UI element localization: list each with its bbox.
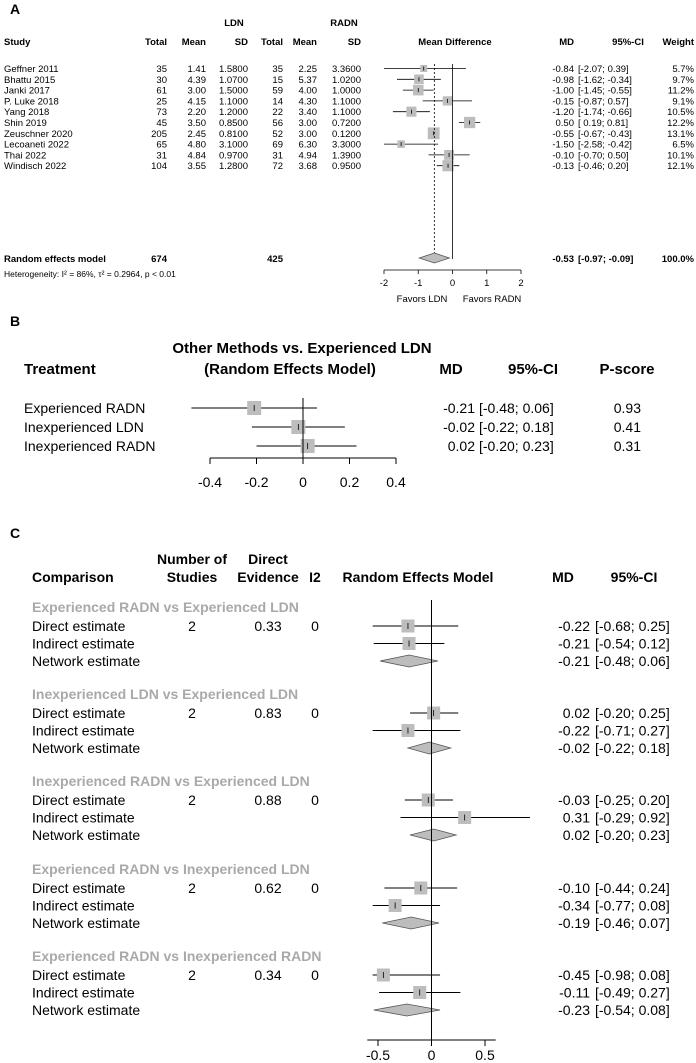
comparison-group — [32, 773, 670, 843]
ldn-mean: 1.41 — [187, 64, 206, 75]
panel-b-subtitle: (Random Effects Model) — [204, 361, 376, 378]
estimate-row — [32, 915, 670, 931]
estimate-md: -0.21 — [558, 653, 590, 669]
radn-mean: 3.00 — [298, 118, 317, 129]
radn-sd: 0.7200 — [331, 118, 361, 129]
radn-sd: 1.1000 — [331, 107, 361, 119]
estimate-ci: [-0.22; 0.18] — [595, 740, 670, 756]
number-of-studies: 2 — [188, 705, 196, 721]
study-row — [4, 64, 695, 75]
estimate-md: -0.02 — [558, 740, 590, 756]
comparison-title: Experienced RADN vs Experienced LDN — [32, 599, 299, 615]
radn-total: 15 — [272, 74, 283, 86]
estimate-ci: [-0.20; 0.25] — [595, 705, 670, 721]
panel-a-ci-header: 95%-CI — [612, 37, 644, 48]
estimate-row — [32, 898, 670, 914]
radn-total: 72 — [272, 161, 283, 173]
b-x-tick-label: 0 — [299, 474, 307, 490]
study-name: P. Luke 2018 — [4, 96, 59, 108]
study-md: -1.50 — [552, 139, 574, 151]
estimate-label: Direct estimate — [32, 792, 126, 808]
network-diamond — [408, 742, 451, 754]
ldn-sd: 1.0700 — [218, 74, 248, 86]
estimate-ci: [-0.44; 0.24] — [595, 880, 670, 896]
study-weight: 5.7% — [672, 64, 694, 75]
estimate-md: -0.34 — [558, 897, 590, 914]
i2-value: 0 — [311, 792, 319, 808]
study-ci: [-2.07; 0.39] — [578, 64, 629, 75]
panel-c-nstudies-header-1: Number of — [157, 551, 227, 567]
panel-b-ci-header: 95%-CI — [507, 361, 559, 378]
study-md: -0.15 — [552, 96, 574, 108]
study-name: Zeuschner 2020 — [4, 128, 73, 140]
estimate-ci: [-0.49; 0.27] — [595, 984, 670, 1001]
radn-total: 59 — [272, 85, 283, 97]
treatment-pscore: 0.31 — [613, 438, 641, 454]
ldn-sd: 3.1000 — [218, 139, 248, 151]
estimate-label: Indirect estimate — [32, 897, 135, 914]
study-weight: 10.5% — [667, 107, 694, 119]
study-name: Janki 2017 — [4, 85, 50, 97]
study-row — [4, 117, 695, 129]
panel-c-plot-header: Random Effects Model — [342, 569, 494, 585]
panel-c-direct-header-1: Direct — [248, 551, 288, 567]
study-row — [4, 150, 695, 161]
study-md: -0.10 — [552, 150, 574, 162]
x-tick-label: 2 — [518, 278, 524, 289]
panel-a-sd1-header: SD — [234, 37, 248, 48]
radn-sd: 0.9500 — [331, 161, 361, 173]
estimate-row — [32, 827, 670, 843]
i2-value: 0 — [311, 880, 319, 896]
pooled-label: Random effects model — [4, 254, 106, 265]
direct-evidence: 0.88 — [254, 792, 282, 808]
radn-sd: 1.0200 — [331, 74, 361, 86]
treatment-name: Inexperienced RADN — [24, 438, 156, 454]
pooled-ci: [-0.97; -0.09] — [578, 254, 634, 265]
ldn-mean: 4.15 — [187, 96, 206, 108]
radn-sd: 3.3600 — [331, 64, 361, 75]
estimate-md: 0.02 — [562, 827, 590, 843]
study-ci: [-1.45; -0.55] — [578, 85, 632, 97]
radn-mean: 2.25 — [298, 64, 317, 75]
radn-total: 31 — [272, 150, 283, 162]
study-ci: [-0.70; 0.50] — [578, 150, 629, 162]
panel-a-letter: A — [10, 1, 21, 17]
treatment-md: -0.02 — [443, 419, 475, 435]
estimate-ci: [-0.98; 0.08] — [595, 967, 670, 983]
number-of-studies: 2 — [188, 618, 196, 634]
estimate-label: Network estimate — [32, 827, 141, 843]
study-weight: 10.1% — [667, 150, 694, 162]
estimate-md: -0.22 — [558, 722, 590, 739]
estimate-md: -0.11 — [559, 984, 590, 1001]
estimate-label: Network estimate — [32, 740, 141, 756]
panel-c-i2-header: I2 — [309, 569, 321, 585]
estimate-label: Direct estimate — [32, 705, 126, 721]
panel-a-mean1-header: Mean — [181, 37, 206, 48]
treatment-ci: [-0.48; 0.06] — [479, 400, 554, 416]
estimate-md: -0.21 — [558, 635, 590, 652]
estimate-row — [32, 653, 670, 669]
study-name: Windisch 2022 — [4, 161, 67, 173]
estimate-row — [32, 723, 670, 739]
radn-mean: 4.94 — [298, 150, 317, 162]
estimate-ci: [-0.71; 0.27] — [595, 722, 670, 739]
direct-evidence: 0.33 — [254, 618, 282, 634]
panel-c-direct-header-2: Evidence — [237, 569, 299, 585]
study-md: -0.13 — [552, 161, 574, 173]
direct-evidence: 0.62 — [254, 880, 282, 896]
ldn-total: 25 — [156, 96, 167, 108]
study-row — [4, 85, 695, 97]
heterogeneity-text: Heterogeneity: I² = 86%, τ² = 0.2964, p < 0.01 — [4, 269, 176, 279]
study-md: 0.50 — [555, 118, 574, 129]
x-tick-label: 0 — [449, 278, 456, 289]
study-ci: [-0.46; 0.20] — [578, 161, 629, 173]
estimate-row — [32, 636, 670, 652]
radn-mean: 6.30 — [298, 139, 317, 151]
study-md: -1.00 — [552, 85, 574, 97]
estimate-md: -0.03 — [558, 792, 590, 808]
number-of-studies: 2 — [188, 967, 196, 983]
estimate-ci: [-0.20; 0.23] — [595, 827, 670, 843]
estimate-label: Direct estimate — [32, 967, 126, 983]
estimate-label: Network estimate — [32, 1002, 141, 1018]
ldn-total: 35 — [156, 64, 167, 75]
comparison-title: Inexperienced LDN vs Experienced LDN — [32, 686, 299, 702]
study-ci: [-0.67; -0.43] — [578, 128, 632, 140]
study-weight: 13.1% — [667, 128, 694, 140]
ldn-total: 61 — [156, 85, 167, 97]
panel-c-comparison-header: Comparison — [32, 569, 114, 585]
ldn-sd: 1.5800 — [218, 64, 248, 75]
ldn-sd: 1.2000 — [218, 107, 248, 119]
radn-total: 69 — [272, 139, 283, 151]
ldn-total: 30 — [156, 74, 167, 86]
panel-a-sd2-header: SD — [347, 37, 361, 48]
study-ci: [-2.58; -0.42] — [578, 139, 632, 151]
study-row — [4, 140, 695, 151]
estimate-row — [32, 705, 670, 721]
panel-b-md-header: MD — [439, 361, 463, 378]
ldn-sd: 1.1000 — [218, 96, 248, 108]
study-weight: 9.7% — [672, 74, 694, 86]
radn-mean: 4.00 — [298, 85, 317, 97]
c-x-tick-label: -0.5 — [365, 1047, 391, 1063]
treatment-ci: [-0.20; 0.23] — [479, 438, 554, 454]
ldn-total: 45 — [156, 118, 167, 129]
estimate-md: -0.23 — [558, 1002, 590, 1018]
treatment-pscore: 0.93 — [613, 400, 641, 416]
estimate-ci: [-0.29; 0.92] — [595, 809, 670, 826]
ldn-total: 31 — [156, 150, 167, 162]
pooled-weight: 100.0% — [661, 254, 694, 265]
estimate-label: Indirect estimate — [32, 722, 135, 739]
ldn-sd: 1.5000 — [218, 85, 248, 97]
panel-a-ldn-header: LDN — [224, 18, 244, 29]
ldn-total: 104 — [151, 161, 167, 173]
panel-a-total1-header: Total — [145, 37, 167, 48]
c-x-tick-label: 0 — [427, 1047, 436, 1063]
study-row — [4, 127, 695, 139]
direct-evidence: 0.34 — [254, 967, 282, 983]
estimate-row — [32, 618, 670, 634]
estimate-row — [32, 810, 670, 826]
study-row — [4, 96, 695, 107]
treatment-row — [24, 438, 641, 454]
estimate-row — [32, 967, 670, 983]
study-row — [4, 160, 695, 172]
ldn-mean: 3.00 — [187, 85, 206, 97]
panel-b-treatment-header: Treatment — [24, 361, 96, 378]
panel-b-letter: B — [10, 313, 21, 329]
estimate-md: -0.19 — [558, 915, 590, 931]
study-weight: 11.2% — [667, 85, 694, 97]
study-md: -1.20 — [552, 107, 574, 119]
study-ci: [-1.74; -0.66] — [578, 107, 632, 119]
panel-a-total2-header: Total — [261, 37, 283, 48]
x-tick-label: -1 — [414, 278, 423, 289]
estimate-label: Network estimate — [32, 653, 141, 669]
pooled-total2: 425 — [267, 254, 283, 265]
panel-a-study-header: Study — [4, 37, 31, 48]
estimate-md: 0.31 — [562, 809, 590, 826]
panel-b-pscore-header: P-score — [599, 361, 655, 378]
treatment-md: 0.02 — [447, 438, 475, 454]
estimate-md: 0.02 — [562, 705, 590, 721]
study-md: -0.55 — [552, 128, 574, 140]
estimate-label: Network estimate — [32, 915, 141, 931]
x-tick-label: 1 — [484, 278, 490, 289]
pooled-diamond — [419, 253, 449, 263]
study-row — [4, 107, 695, 119]
pooled-total1: 674 — [151, 254, 167, 265]
ldn-sd: 0.8100 — [218, 128, 248, 140]
radn-sd: 1.0000 — [331, 85, 361, 97]
comparison-title: Inexperienced RADN vs Experienced LDN — [32, 773, 310, 789]
network-diamond — [374, 1004, 440, 1016]
treatment-name: Inexperienced LDN — [24, 419, 144, 435]
radn-mean: 3.40 — [298, 107, 317, 119]
radn-sd: 1.3900 — [331, 150, 361, 162]
radn-mean: 3.00 — [298, 128, 317, 140]
panel-c-ci-header: 95%-CI — [610, 569, 658, 585]
ldn-mean: 4.80 — [187, 139, 206, 151]
comparison-group — [32, 861, 670, 931]
x-tick-label: -2 — [379, 278, 389, 289]
comparison-title: Experienced RADN vs Inexperienced RADN — [32, 948, 322, 964]
network-diamond — [410, 829, 456, 841]
ldn-sd: 1.2800 — [218, 161, 248, 173]
study-name: Bhattu 2015 — [4, 74, 56, 86]
panel-a-radn-header: RADN — [330, 18, 358, 29]
study-name: Yang 2018 — [4, 107, 50, 119]
ldn-mean: 4.39 — [187, 74, 206, 86]
i2-value: 0 — [311, 967, 319, 983]
i2-value: 0 — [311, 705, 319, 721]
estimate-label: Indirect estimate — [32, 635, 135, 652]
estimate-label: Direct estimate — [32, 618, 126, 634]
panel-b-title: Other Methods vs. Experienced LDN — [172, 340, 432, 357]
b-x-tick-label: -0.4 — [197, 474, 223, 490]
ldn-mean: 2.20 — [187, 107, 206, 119]
pooled-md: -0.53 — [552, 254, 574, 265]
radn-total: 52 — [272, 128, 283, 140]
ldn-mean: 3.50 — [187, 118, 206, 129]
estimate-ci: [-0.54; 0.08] — [595, 1002, 670, 1018]
favors-radn-label: Favors RADN — [462, 294, 522, 305]
comparison-title: Experienced RADN vs Inexperienced LDN — [32, 861, 310, 877]
estimate-label: Indirect estimate — [32, 809, 135, 826]
b-x-tick-label: -0.2 — [244, 474, 269, 490]
estimate-ci: [-0.25; 0.20] — [595, 792, 670, 808]
treatment-name: Experienced RADN — [24, 400, 146, 416]
radn-total: 35 — [272, 64, 283, 75]
i2-value: 0 — [311, 618, 319, 634]
study-name: Lecoaneti 2022 — [4, 139, 69, 151]
radn-sd: 3.3000 — [331, 139, 361, 151]
estimate-label: Direct estimate — [32, 880, 126, 896]
b-x-tick-label: 0.2 — [339, 474, 360, 490]
ldn-total: 65 — [156, 139, 167, 151]
study-ci: [ 0.19; 0.81] — [578, 118, 629, 129]
study-weight: 12.2% — [667, 118, 694, 129]
panel-a-md-header: MD — [559, 37, 574, 48]
number-of-studies: 2 — [188, 792, 196, 808]
ldn-total: 73 — [156, 107, 167, 119]
favors-ldn-label: Favors LDN — [396, 294, 448, 305]
radn-mean: 5.37 — [298, 74, 317, 86]
panel-a-plot-header: Mean Difference — [418, 37, 492, 48]
study-name: Shin 2019 — [4, 118, 47, 129]
panel-c-nstudies-header-2: Studies — [166, 569, 218, 585]
panel-a-weight-header: Weight — [662, 37, 694, 48]
ldn-sd: 0.8500 — [218, 118, 248, 129]
number-of-studies: 2 — [188, 880, 196, 896]
panel-c-letter: C — [10, 525, 21, 541]
estimate-ci: [-0.46; 0.07] — [595, 915, 670, 931]
estimate-ci: [-0.48; 0.06] — [595, 653, 670, 669]
study-ci: [-0.87; 0.57] — [578, 96, 629, 108]
treatment-row — [24, 419, 641, 435]
panel-c-md-header: MD — [552, 569, 574, 585]
panel-a-mean2-header: Mean — [292, 37, 317, 48]
estimate-row — [32, 740, 670, 756]
study-name: Geffner 2011 — [4, 64, 59, 75]
estimate-row — [32, 985, 670, 1001]
radn-total: 14 — [272, 96, 283, 108]
treatment-ci: [-0.22; 0.18] — [479, 419, 554, 435]
study-row — [4, 74, 695, 85]
treatment-row — [24, 400, 641, 416]
study-name: Thai 2022 — [4, 150, 47, 162]
radn-total: 22 — [272, 107, 283, 119]
network-diamond — [382, 917, 439, 929]
radn-sd: 1.1000 — [331, 96, 361, 108]
radn-mean: 4.30 — [298, 96, 317, 108]
estimate-row — [32, 880, 670, 896]
estimate-ci: [-0.77; 0.08] — [595, 897, 670, 914]
ldn-sd: 0.9700 — [218, 150, 248, 162]
study-weight: 12.1% — [667, 161, 694, 173]
study-ci: [-1.62; -0.34] — [578, 74, 632, 86]
estimate-row — [32, 1002, 670, 1018]
study-md: -0.98 — [552, 74, 574, 86]
radn-mean: 3.68 — [298, 161, 317, 173]
estimate-md: -0.10 — [558, 880, 590, 896]
estimate-ci: [-0.68; 0.25] — [595, 618, 670, 634]
study-weight: 9.1% — [672, 96, 694, 108]
direct-evidence: 0.83 — [254, 705, 282, 721]
treatment-pscore: 0.41 — [613, 419, 641, 435]
estimate-ci: [-0.54; 0.12] — [595, 635, 670, 652]
estimate-label: Indirect estimate — [32, 984, 135, 1001]
treatment-md: -0.21 — [443, 400, 475, 416]
b-x-tick-label: 0.4 — [386, 474, 406, 490]
study-weight: 6.5% — [672, 139, 694, 151]
ldn-mean: 2.45 — [187, 128, 206, 140]
ldn-total: 205 — [151, 128, 167, 140]
c-x-tick-label: 0.5 — [475, 1047, 495, 1063]
ldn-mean: 3.55 — [187, 161, 206, 173]
estimate-row — [32, 792, 670, 808]
radn-sd: 0.1200 — [331, 128, 361, 140]
comparison-group — [32, 686, 670, 756]
estimate-md: -0.22 — [558, 618, 590, 634]
study-md: -0.84 — [552, 64, 574, 75]
comparison-group — [32, 948, 670, 1018]
comparison-group — [32, 599, 670, 669]
network-diamond — [380, 655, 438, 667]
radn-total: 56 — [272, 118, 283, 129]
ldn-mean: 4.84 — [187, 150, 206, 162]
estimate-md: -0.45 — [558, 967, 590, 983]
